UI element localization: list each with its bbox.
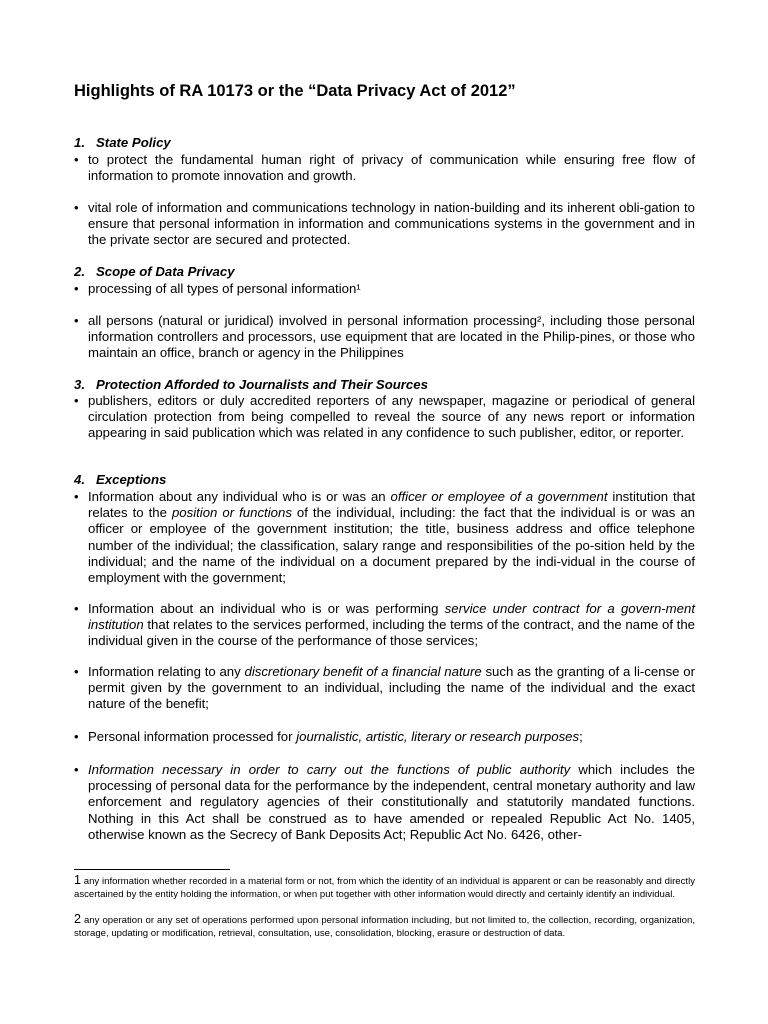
list-item-text: Information relating to any discretionary benefit of a financial nature such as the granting of a li-cense or permit given by the government to an individual, including the name of the individual and the exact nature of the benefit; [88, 664, 695, 712]
bullet-icon: • [74, 489, 79, 504]
section-heading-scope: 2. Scope of Data Privacy [74, 264, 235, 279]
list-item-text: processing of all types of personal information¹ [88, 281, 361, 296]
list-item-text: to protect the fundamental human right of privacy of communication while ensuring free flow of information to promote innovation and growth. [88, 152, 695, 184]
list-item-text: vital role of information and communications technology in nation-building and its inherent obli-gation to ensure that personal information in information and communications systems in the government and in the private sector are secured and protected. [88, 200, 695, 248]
list-item-text: Information about any individual who is or was an officer or employee of a government institution that relates to the position or functions of the individual, including: the fact that the individual is or was an officer or employee of the government institution; the title, business address and office telephone number of the individual; the classification, salary range and responsibilities of the po-sition held by the individual; and the name of the individual on a document prepared by the indi-vidual in the course of employment with the government; [88, 489, 695, 586]
list-item-text: Personal information processed for journalistic, artistic, literary or research purposes; [88, 729, 583, 744]
list-item-text: Information necessary in order to carry out the functions of public authority which includes the processing of personal data for the performance by the independent, central monetary authority and law enforcement and regulatory agencies of their constitutionally and statutorily mandated functions. Nothing in this Act shall be construed as to have amended or repealed Republic Act No. 1405, otherwise known as the Secrecy of Bank Deposits Act; Republic Act No. 6426, other- [88, 762, 695, 842]
list-item [74, 281, 695, 297]
bullet-icon: • [74, 313, 79, 328]
list-item [74, 729, 695, 745]
bullet-icon: • [74, 601, 79, 616]
bullet-icon: • [74, 281, 79, 296]
list-item [74, 200, 695, 249]
list-item [74, 152, 695, 184]
footnote-1: 1 any information whether recorded in a material form or not, from which the identity of an individual is apparent or can be reasonably and directly ascertained by the entity holding the information, or when put together with other information would directly and certainly identify an individual. [74, 873, 695, 900]
footnote-divider [74, 869, 230, 870]
bullet-icon: • [74, 152, 79, 167]
list-item [74, 601, 695, 650]
bullet-icon: • [74, 762, 79, 777]
list-item [74, 664, 695, 713]
list-item [74, 489, 695, 586]
section-heading-journalists: 3. Protection Afforded to Journalists and Their Sources [74, 377, 428, 392]
list-item-text: all persons (natural or juridical) involved in personal information processing², including those personal information controllers and processors, use equipment that are located in the Philip-pines, or those who maintain an office, branch or agency in the Philippines [88, 313, 695, 361]
bullet-icon: • [74, 729, 79, 744]
bullet-icon: • [74, 393, 79, 408]
bullet-icon: • [74, 200, 79, 215]
section-heading-exceptions: 4. Exceptions [74, 472, 167, 487]
list-item-text: Information about an individual who is or was performing service under contract for a govern-ment institution that relates to the services performed, including the terms of the contract, and the name of the individual given in the course of the performance of those services; [88, 601, 695, 649]
bullet-icon: • [74, 664, 79, 679]
list-item [74, 393, 695, 442]
list-item [74, 313, 695, 362]
list-item [74, 762, 695, 843]
list-item-text: publishers, editors or duly accredited reporters of any newspaper, magazine or periodical of general circulation protection from being compelled to reveal the source of any news report or information appearing in said publication which was related in any confidence to such publisher, editor, or reporter. [88, 393, 695, 441]
document-title: Highlights of RA 10173 or the “Data Privacy Act of 2012” [74, 82, 516, 100]
section-heading-state-policy: 1. State Policy [74, 135, 171, 150]
footnote-2: 2 any operation or any set of operations performed upon personal information including, but not limited to, the collection, recording, organization, storage, updating or modification, retrieval, consultation, use, consolidation, blocking, erasure or destruction of data. [74, 912, 695, 939]
